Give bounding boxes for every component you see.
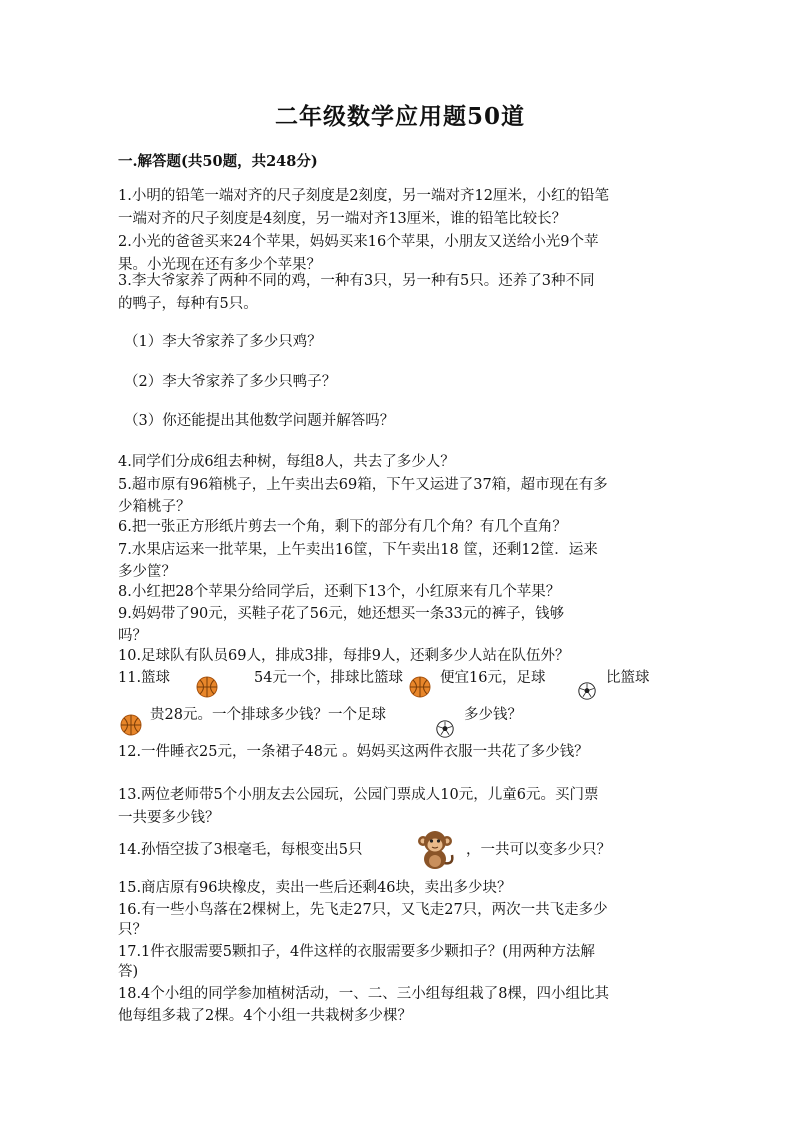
question-line: 10.足球队有队员69人，排成3排，每排9人，还剩多少人站在队伍外？ (118, 648, 570, 664)
question-line: 7.水果店运来一批苹果，上午卖出16筐，下午卖出18 筐，还剩12筐．运来 (118, 542, 598, 558)
q14-text-1: 14.孙悟空拔了3根毫毛，每根变出5只 (118, 842, 363, 858)
sub-question: （2）李大爷家养了多少只鸭子？ (124, 374, 337, 390)
q11-text-5: 贵28元。一个排球多少钱？一个足球 (150, 707, 386, 723)
q11-text-1: 11.篮球 (118, 670, 171, 686)
basketball-icon (120, 714, 142, 736)
q14-text-2: ，一共可以变多少只？ (466, 842, 611, 858)
soccer-ball-icon (578, 682, 596, 700)
basketball-icon (409, 676, 431, 698)
question-line: 12.一件睡衣25元，一条裙子48元 。妈妈买这两件衣服一共花了多少钱？ (118, 744, 589, 760)
question-line: 17.1件衣服需要5颗扣子，4件这样的衣服需要多少颗扣子？(用两种方法解 (118, 944, 595, 960)
question-line: 只？ (118, 922, 147, 938)
soccer-ball-icon (436, 720, 454, 738)
question-line: 6.把一张正方形纸片剪去一个角，剩下的部分有几个角？有几个直角？ (118, 519, 567, 535)
question-line: 一端对齐的尺子刻度是4刻度，另一端对齐13厘米，谁的铅笔比较长？ (118, 211, 567, 227)
question-line: 答) (118, 964, 139, 980)
question-line: 他每组多栽了2棵。4个小组一共栽树多少棵？ (118, 1008, 412, 1024)
question-line: 多少筐？ (118, 564, 176, 580)
question-line: 吗？ (118, 628, 147, 644)
q11-text-6: 多少钱？ (464, 707, 522, 723)
question-line: 16.有一些小鸟落在2棵树上，先飞走27只，又飞走27只，两次一共飞走多少 (118, 902, 608, 918)
q11-text-3: 便宜16元，足球 (440, 670, 546, 686)
basketball-icon (196, 676, 218, 698)
question-line: 2.小光的爸爸买来24个苹果，妈妈买来16个苹果，小朋友又送给小光9个苹 (118, 234, 599, 250)
question-line: 果。小光现在还有多少个苹果？ (118, 257, 321, 273)
question-line: 一共要多少钱？ (118, 810, 220, 826)
question-line: 的鸭子，每种有5只。 (118, 296, 258, 312)
section-heading: 一.解答题(共50题，共248分) (118, 153, 318, 170)
sub-question: （3）你还能提出其他数学问题并解答吗？ (124, 413, 395, 429)
question-line: 9.妈妈带了90元，买鞋子花了56元，她还想买一条33元的裤子，钱够 (118, 606, 565, 622)
question-line: 5.超市原有96箱桃子，上午卖出去69箱，下午又运进了37箱，超市现在有多 (118, 477, 608, 493)
q11-text-2: 54元一个，排球比篮球 (254, 670, 403, 686)
question-line: 18.4个小组的同学参加植树活动，一、二、三小组每组栽了8棵，四小组比其 (118, 986, 610, 1002)
question-line: 4.同学们分成6组去种树，每组8人，共去了多少人？ (118, 454, 455, 470)
question-line: 13.两位老师带5个小朋友去公园玩，公园门票成人10元，儿童6元。买门票 (118, 787, 599, 803)
q11-text-4: 比篮球 (606, 670, 650, 686)
question-line: 1.小明的铅笔一端对齐的尺子刻度是2刻度，另一端对齐12厘米，小红的铅笔 (118, 188, 610, 204)
sub-question: （1）李大爷家养了多少只鸡？ (124, 334, 322, 350)
question-line: 少箱桃子？ (118, 499, 191, 515)
question-line: 15.商店原有96块橡皮，卖出一些后还剩46块，卖出多少块？ (118, 880, 512, 896)
monkey-icon (414, 827, 456, 871)
page-title: 二年级数学应用题50道 (274, 103, 525, 130)
question-line: 8.小红把28个苹果分给同学后，还剩下13个，小红原来有几个苹果？ (118, 584, 561, 600)
question-line: 3.李大爷家养了两种不同的鸡，一种有3只，另一种有5只。还养了3种不同 (118, 273, 595, 289)
